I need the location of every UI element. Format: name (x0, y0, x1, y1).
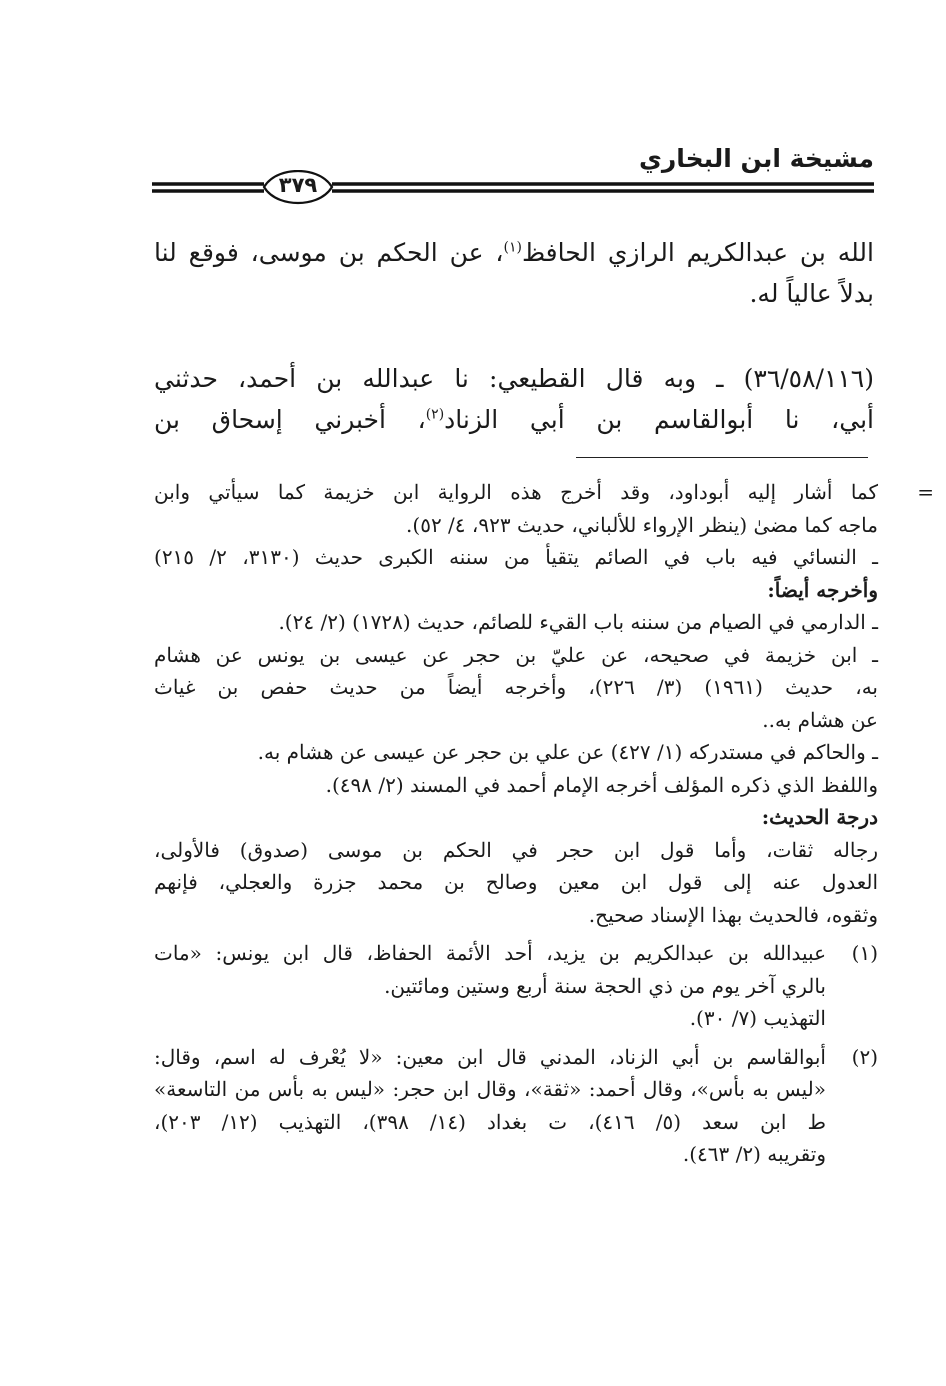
footnote-continuation (154, 476, 934, 931)
main-paragraph-1-line-1: الله بن عبدالكريم الرازي الحافظ$^{(١)}$، عن الحكم بن موسى، فوقع لنا (154, 238, 874, 267)
footnote-2 (154, 1041, 878, 1171)
footnote-number: (٢) (851, 1044, 878, 1069)
footnote-ref-2: (٢) (425, 406, 445, 423)
footnote-separator (576, 457, 868, 458)
main-text (154, 232, 874, 440)
footnote-number: (١) (851, 941, 878, 965)
footnote-subheading: وأخرجه أيضاً: (767, 577, 878, 602)
footnote-line: ـ النسائي فيه باب في الصائم يتقيأ من سننه الكبرى حديث (٣١٣٠، ٢/ ٢١٥) (154, 545, 879, 569)
footnote-line: عن هشام به.. (762, 707, 878, 732)
footnote-line: عبيدالله بن عبدالكريم بن يزيد، أحد الأئمة الحفاظ، قال ابن يونس: «مات (154, 941, 826, 965)
footnote-line: ـ والحاكم في مستدركه (١/ ٤٢٧) عن علي بن حجر عن عيسى عن هشام به. (257, 740, 878, 764)
footnote-line: واللفظ الذي ذكره المؤلف أخرجه الإمام أحمد في المسند (٢/ ٤٩٨). (325, 772, 878, 797)
footnote-line: أبوالقاسم بن أبي الزناد، المدني قال ابن معين: «لا يُعْرف له اسم، وقال: (154, 1044, 826, 1069)
header-ornament (152, 170, 874, 210)
footnote-line: بالري آخر يوم من ذي الحجة سنة أربع وستين ومائتين. (384, 973, 826, 998)
footnote-line: رجاله ثقات، وأما قول ابن حجر في الحكم بن موسى (صدوق) فالأولى، (154, 837, 878, 862)
continuation-marker: = (917, 480, 934, 504)
main-paragraph-2-line-2: أبي، نا أبوالقاسم بن أبي الزناد$^{(٢)}$، أخبرني إسحاق بن (154, 405, 874, 434)
footnote-line: ـ الدارمي في الصيام من سننه باب القيء للصائم، حديث (١٧٢٨) (٢/ ٢٤). (278, 610, 878, 634)
footnote-line: ـ ابن خزيمة في صحيحه، عن عليّ بن حجر عن عيسى بن يونس عن هشام (154, 642, 878, 667)
footnote-line: «ليس به بأس»، وقال أحمد: «ثقة»، وقال ابن حجر: «ليس به بأس من التاسعة» (154, 1077, 826, 1101)
hadith-grade-heading: درجة الحديث: (761, 805, 878, 829)
footnote-line: به، حديث (١٩٦١) (٣/ ٢٢٦)، وأخرجه أيضاً من حديث حفص بن غياث (154, 675, 878, 699)
footnote-line: وثقوه، فالحديث بهذا الإسناد صحيح. (588, 902, 878, 927)
footnote-line: التهذيب (٧/ ٣٠). (689, 1006, 826, 1030)
page-header (152, 140, 874, 210)
page-number: ٣٧٩ (278, 173, 318, 197)
footnote-line: ماجه كما مضىٰ (ينظر الإرواء للألباني، حديث ٩٢٣، ٤/ ٥٢). (406, 512, 878, 537)
footnote-line: ط ابن سعد (٥/ ٤١٦)، ت بغداد (١٤/ ٣٩٨)، التهذيب (١٢/ ٢٠٣)، (154, 1109, 826, 1134)
footnote-line: كما أشار إليه أبوداود، وقد أخرج هذه الرواية ابن خزيمة كما سيأتي وابن (154, 480, 878, 504)
running-title: مشيخة ابن البخاري (638, 144, 874, 173)
footnotes (154, 476, 934, 1171)
footnote-ref-1: (١) (503, 239, 522, 256)
main-paragraph-1-line-2: بدلاً عالياً له. (749, 279, 874, 308)
footnote-1 (154, 937, 878, 1035)
footnote-line: وتقريبه (٢/ ٤٦٣). (682, 1142, 826, 1166)
main-paragraph-2-line-1: (٣٦/٥٨/١١٦) ـ وبه قال القطيعي: نا عبدالله بن أحمد، حدثني (154, 364, 874, 393)
footnote-line: العدول عنه إلى قول ابن معين وصالح بن محمد جزرة والعجلي، فإنهم (154, 870, 878, 894)
